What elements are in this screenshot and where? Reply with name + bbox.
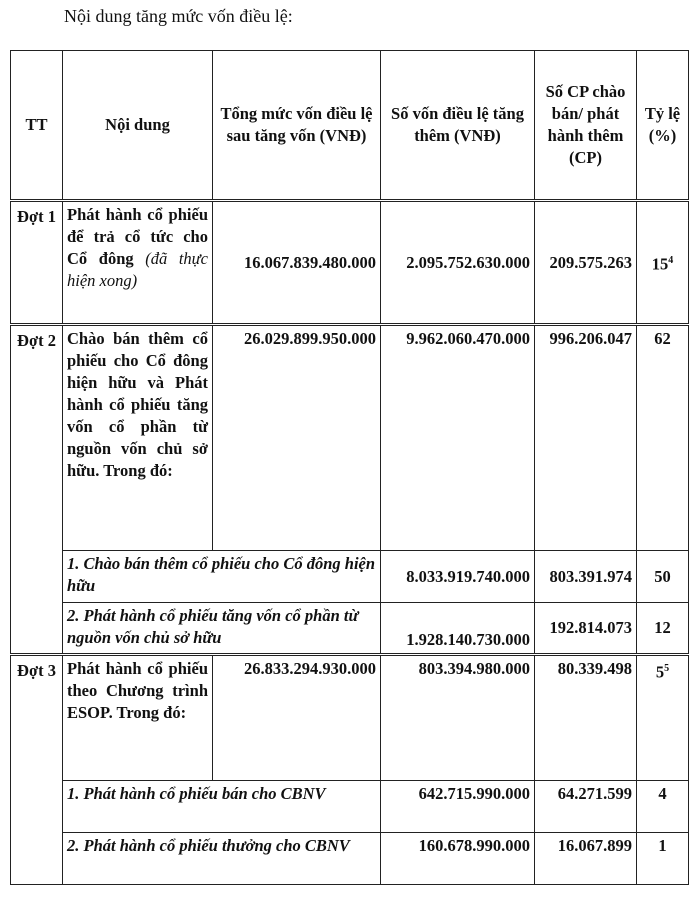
- dot2-sub2-increase: 1.928.140.730.000: [381, 603, 535, 655]
- dot1-ratio-value: 15: [651, 254, 669, 274]
- dot3-ratio-value: 5: [655, 662, 665, 682]
- dot3-sub1-ratio: 4: [637, 781, 689, 833]
- dot2-sub2-shares: 192.814.073: [535, 603, 637, 655]
- header-total-capital: Tổng mức vốn điều lệ sau tăng vốn (VNĐ): [213, 51, 381, 201]
- header-content: Nội dung: [63, 51, 213, 201]
- dot3-label: Đợt 3: [11, 655, 63, 885]
- header-shares: Số CP chào bán/ phát hành thêm (CP): [535, 51, 637, 201]
- dot2-sub1-increase: 8.033.919.740.000: [381, 551, 535, 603]
- dot3-sub1-shares: 64.271.599: [535, 781, 637, 833]
- dot3-shares: 80.339.498: [535, 655, 637, 781]
- table-row-dot2: [11, 325, 689, 551]
- capital-increase-table: [10, 50, 689, 885]
- table-row-dot3-sub2: [11, 833, 689, 885]
- dot2-sub2-ratio: 12: [637, 603, 689, 655]
- dot1-label: Đợt 1: [11, 201, 63, 325]
- dot2-sub1-shares: 803.391.974: [535, 551, 637, 603]
- dot3-footnote-ref: 5: [664, 663, 670, 674]
- table-row-dot1: [11, 201, 689, 325]
- dot3-increase: 803.394.980.000: [381, 655, 535, 781]
- dot3-sub1-content: 1. Phát hành cổ phiếu bán cho CBNV: [63, 781, 381, 833]
- header-capital-increase: Số vốn điều lệ tăng thêm (VNĐ): [381, 51, 535, 201]
- dot3-sub2-content: 2. Phát hành cổ phiếu thưởng cho CBNV: [63, 833, 381, 885]
- dot3-content: Phát hành cổ phiếu theo Chương trình ESOP. Trong đó:: [63, 655, 213, 781]
- dot1-shares: 209.575.263: [535, 201, 637, 325]
- table-row-dot3: [11, 655, 689, 781]
- dot2-sub1-ratio: 50: [637, 551, 689, 603]
- dot1-total: 16.067.839.480.000: [213, 201, 381, 325]
- dot2-label: Đợt 2: [11, 325, 63, 655]
- dot1-content: [63, 201, 213, 325]
- dot2-content: Chào bán thêm cổ phiếu cho Cổ đông hiện hữu và Phát hành cổ phiếu tăng vốn cổ phần từ nguồn vốn chủ sở hữu. Trong đó:: [63, 325, 213, 551]
- intro-text: Nội dung tăng mức vốn điều lệ:: [64, 6, 293, 26]
- table-row-dot2-sub2: [11, 603, 689, 655]
- dot3-sub1-increase: 642.715.990.000: [381, 781, 535, 833]
- header-tt: TT: [11, 51, 63, 201]
- dot1-ratio: [637, 201, 689, 325]
- dot2-shares: 996.206.047: [535, 325, 637, 551]
- dot3-ratio: [637, 655, 689, 781]
- dot2-total: 26.029.899.950.000: [213, 325, 381, 551]
- dot3-sub2-ratio: 1: [637, 833, 689, 885]
- dot2-sub1-content: 1. Chào bán thêm cổ phiếu cho Cổ đông hiện hữu: [63, 551, 381, 603]
- table-row-dot2-sub1: [11, 551, 689, 603]
- dot1-content-text: Phát hành cổ phiếu để trả cổ tức cho Cổ đông: [67, 205, 208, 268]
- dot2-ratio: 62: [637, 325, 689, 551]
- dot2-increase: 9.962.060.470.000: [381, 325, 535, 551]
- dot2-sub2-content: 2. Phát hành cổ phiếu tăng vốn cổ phần từ nguồn vốn chủ sở hữu: [63, 603, 381, 655]
- dot3-sub2-increase: 160.678.990.000: [381, 833, 535, 885]
- table-header-row: [11, 51, 689, 201]
- dot1-footnote-ref: 4: [668, 254, 674, 266]
- dot3-total: 26.833.294.930.000: [213, 655, 381, 781]
- dot1-increase: 2.095.752.630.000: [381, 201, 535, 325]
- header-ratio: Tỷ lệ (%): [637, 51, 689, 201]
- dot1-content-note: (đã thực hiện xong): [67, 249, 208, 290]
- dot3-sub2-shares: 16.067.899: [535, 833, 637, 885]
- table-row-dot3-sub1: [11, 781, 689, 833]
